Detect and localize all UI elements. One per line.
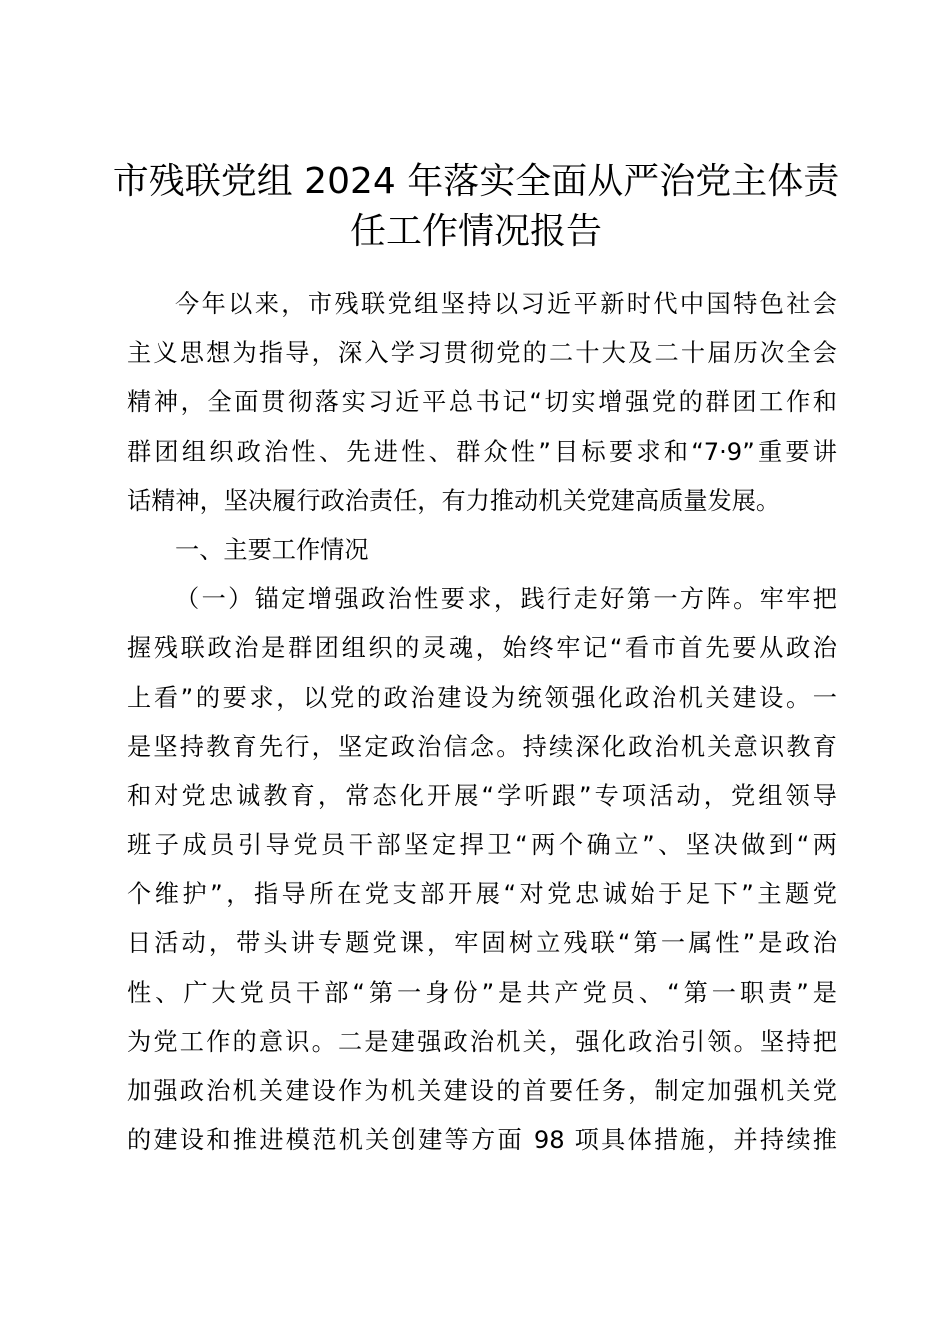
paragraph-2-line: 班子成员引导党员干部坚定捍卫“两个确立”、坚决做到“两	[127, 831, 837, 860]
paragraph-1-line: 话精神，坚决履行政治责任，有力推动机关党建高质量发展。	[127, 486, 781, 515]
paragraph-2-line: 性、广大党员干部“第一身份”是共产党员、“第一职责”是	[127, 978, 837, 1007]
paragraph-2-line: 日活动，带头讲专题党课，牢固树立残联“第一属性”是政治	[127, 929, 837, 958]
paragraph-2-line: 和对党忠诚教育，常态化开展“学听跟”专项活动，党组领导	[127, 781, 837, 810]
paragraph-2-line: 个维护”，指导所在党支部开展“对党忠诚始于足下”主题党	[127, 880, 837, 909]
paragraph-1-line: 群团组织政治性、先进性、群众性”目标要求和“7·9”重要讲	[127, 437, 837, 466]
title-line-1: 市残联党组 2024 年落实全面从严治党主体责	[112, 161, 840, 202]
paragraph-1-line: 精神，全面贯彻落实习近平总书记“切实增强党的群团工作和	[127, 388, 837, 417]
paragraph-2-line: 加强政治机关建设作为机关建设的首要任务，制定加强机关党	[127, 1077, 837, 1105]
paragraph-2-line: （一）锚定增强政治性要求，践行走好第一方阵。牢牢把	[175, 585, 837, 614]
title-line-2: 任工作情况报告	[349, 211, 602, 252]
document-title	[100, 157, 852, 257]
section-heading: 一、主要工作情况	[175, 535, 369, 564]
document-body	[127, 280, 837, 1165]
paragraph-2-line: 握残联政治是群团组织的灵魂，始终牢记“看市首先要从政治	[127, 634, 837, 663]
paragraph-1-line: 今年以来，市残联党组坚持以习近平新时代中国特色社会	[175, 290, 837, 318]
paragraph-1-line: 主义思想为指导，深入学习贯彻党的二十大及二十届历次全会	[127, 339, 837, 368]
paragraph-2-line: 是坚持教育先行，坚定政治信念。持续深化政治机关意识教育	[127, 732, 837, 761]
paragraph-2-line: 为党工作的意识。二是建强政治机关，强化政治引领。坚持把	[127, 1027, 837, 1056]
paragraph-2-line: 的建设和推进模范机关创建等方面 98 项具体措施，并持续推	[127, 1126, 837, 1155]
paragraph-2-line: 上看”的要求，以党的政治建设为统领强化政治机关建设。一	[127, 683, 837, 712]
